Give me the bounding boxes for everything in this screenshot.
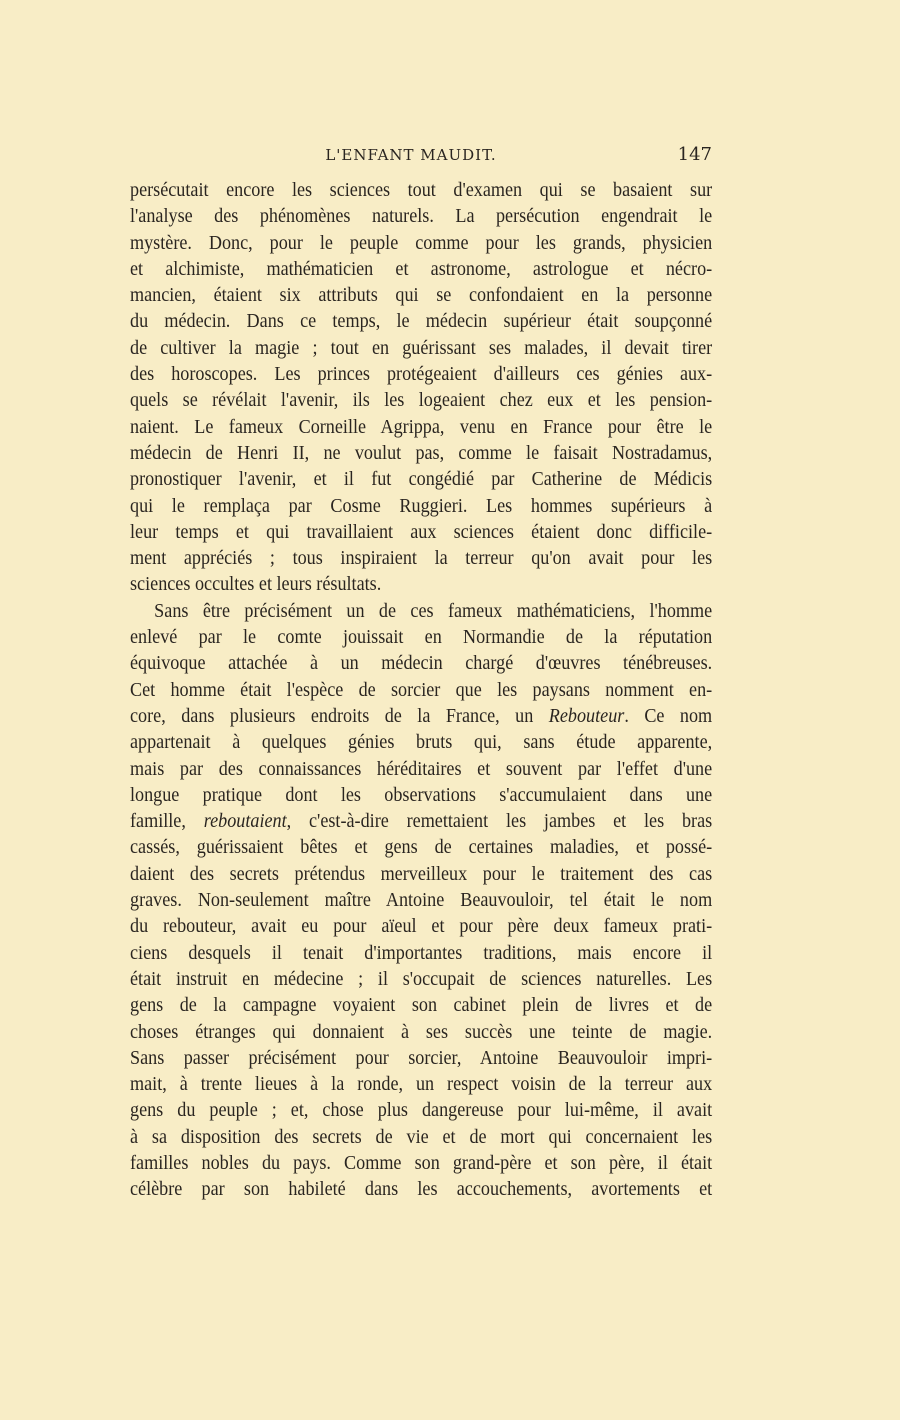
text-line (130, 809, 712, 835)
text-line: mait, à trente lieues à la ronde, un respect voisin de la terreur aux (130, 1074, 713, 1096)
italic-term: Rebouteur (548, 705, 625, 727)
text-line: des horoscopes. Les princes protégeaient d'ailleurs ces génies aux- (130, 364, 713, 386)
text-segment: core, dans plusieurs endroits de la France, un (130, 705, 549, 727)
page-body-text (130, 178, 712, 1204)
text-line: Cet homme était l'espèce de sorcier que les paysans nomment en- (130, 679, 713, 701)
text-line: longue pratique dont les observations s'accumulaient dans une (130, 784, 713, 806)
text-line: l'analyse des phénomènes naturels. La persécution engendrait le (130, 206, 713, 228)
text-line: Sans être précisément un de ces fameux mathématiciens, l'homme (154, 600, 713, 622)
text-line (130, 704, 712, 730)
text-line: daient des secrets prétendus merveilleux pour le traitement des cas (130, 863, 713, 885)
text-segment: . Ce nom (624, 705, 713, 727)
text-segment: famille, (130, 811, 204, 833)
text-line: mystère. Donc, pour le peuple comme pour les grands, physicien (130, 232, 713, 254)
text-line: du rebouteur, avait eu pour aïeul et pour père deux fameux prati- (130, 916, 713, 938)
text-line: gens de la campagne voyaient son cabinet plein de livres et de (130, 995, 713, 1017)
text-line: gens du peuple ; et, chose plus dangereuse pour lui-même, il avait (130, 1100, 713, 1122)
text-line: Sans passer précisément pour sorcier, Antoine Beauvouloir impri- (130, 1047, 713, 1069)
text-line: leur temps et qui travaillaient aux sciences étaient donc difficile- (130, 521, 713, 543)
text-line: équivoque attachée à un médecin chargé d'œuvres ténébreuses. (130, 653, 713, 675)
text-line: enlevé par le comte jouissait en Normandie de la réputation (130, 627, 713, 649)
text-line: était instruit en médecine ; il s'occupait de sciences naturelles. Les (130, 968, 713, 990)
text-segment: , c'est-à-dire remettaient les jambes et les bras (286, 811, 713, 833)
text-line: choses étranges qui donnaient à ses succès une teinte de magie. (130, 1021, 713, 1043)
text-line: sciences occultes et leurs résultats. (130, 574, 382, 596)
text-line: persécutait encore les sciences tout d'examen qui se basaient sur (130, 180, 713, 201)
text-line: graves. Non-seulement maître Antoine Beauvouloir, tel était le nom (130, 890, 713, 912)
text-line: de cultiver la magie ; tout en guérissant ses malades, il devait tirer (130, 337, 713, 359)
text-line: quels se révélait l'avenir, ils les logeaient chez eux et les pension- (130, 390, 713, 412)
text-line: du médecin. Dans ce temps, le médecin supérieur était soupçonné (130, 311, 713, 333)
text-line: ment appréciés ; tous inspiraient la terreur qu'on avait pour les (130, 548, 713, 570)
text-line: familles nobles du pays. Comme son grand-père et son père, il était (130, 1152, 713, 1174)
text-line: médecin de Henri II, ne voulut pas, comme le faisait Nostradamus, (130, 442, 713, 464)
text-line: ciens desquels il tenait d'importantes traditions, mais encore il (130, 942, 713, 964)
text-line: célèbre par son habileté dans les accouchements, avortements et (130, 1179, 713, 1201)
italic-term: reboutaient (203, 811, 287, 833)
text-line: pronostiquer l'avenir, et il fut congédié par Catherine de Médicis (130, 469, 713, 491)
running-header (130, 142, 712, 168)
running-title: L'ENFANT MAUDIT. (325, 146, 497, 164)
text-line: appartenait à quelques génies bruts qui, sans étude apparente, (130, 732, 713, 754)
page-number: 147 (677, 144, 712, 165)
text-line: cassés, guérissaient bêtes et gens de certaines maladies, et possé- (130, 837, 713, 859)
text-line: mancien, étaient six attributs qui se confondaient en la personne (130, 285, 713, 307)
text-line: et alchimiste, mathématicien et astronome, astrologue et nécro- (130, 258, 713, 280)
text-line: mais par des connaissances héréditaires et souvent par l'effet d'une (130, 758, 713, 780)
text-line: naient. Le fameux Corneille Agrippa, venu en France pour être le (130, 416, 713, 438)
text-line: à sa disposition des secrets de vie et de mort qui concernaient les (130, 1126, 713, 1148)
text-line: qui le remplaça par Cosme Ruggieri. Les hommes supérieurs à (130, 495, 713, 517)
